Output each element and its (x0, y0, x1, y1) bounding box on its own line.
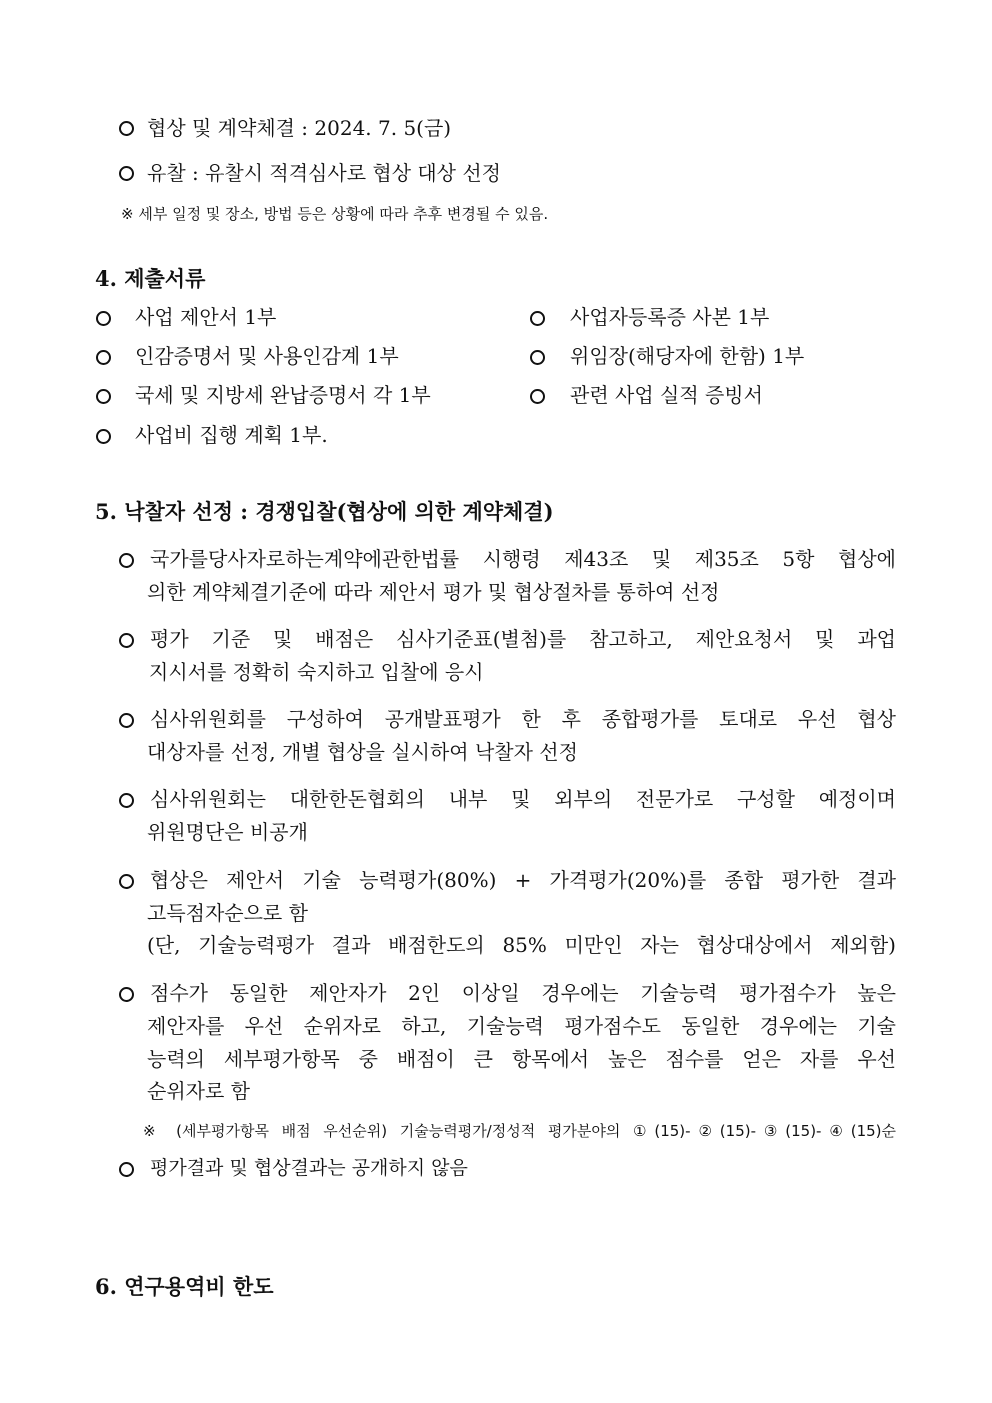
doc-item: 사업비 집행 계획 1부. (135, 423, 328, 447)
doc-item: 국세 및 지방세 완납증명서 각 1부 (135, 383, 431, 407)
criteria-line: 평가 기준 및 배점은 심사기준표(별첨)를 참고하고, 제안요청서 및 과업 (150, 627, 896, 651)
bullet-icon (530, 389, 545, 404)
bullet-icon (96, 311, 111, 326)
schedule-note: ※ 세부 일정 및 장소, 방법 등은 상황에 따라 추후 변경될 수 있음. (121, 205, 549, 223)
bullet-icon (119, 633, 134, 648)
bullet-icon (96, 350, 111, 365)
section6-title: 6. 연구용역비 한도 (95, 1274, 274, 1299)
doc-item: 인감증명서 및 사용인감계 1부 (135, 344, 399, 368)
criteria-line: 위원명단은 비공개 (147, 820, 308, 844)
bullet-icon (119, 166, 134, 181)
criteria-line: 지시서를 정확히 숙지하고 입찰에 응시 (149, 660, 484, 684)
bullet-icon (119, 713, 134, 728)
criteria-line: 국가를당사자로하는계약에관한법률 시행령 제43조 및 제35조 5항 협상에 (150, 547, 896, 571)
section4-title: 4. 제출서류 (95, 266, 206, 291)
doc-item: 사업 제안서 1부 (135, 305, 277, 329)
bullet-icon (530, 350, 545, 365)
negotiation-line: 협상 및 계약체결 : 2024. 7. 5(금) (147, 116, 452, 140)
bullet-icon (119, 553, 134, 568)
criteria-line: 점수가 동일한 제안자가 2인 이상일 경우에는 기술능력 평가점수가 높은 (150, 981, 896, 1005)
bullet-icon (119, 793, 134, 808)
bullet-icon (119, 874, 134, 889)
criteria-line: 능력의 세부평가항목 중 배점이 큰 항목에서 높은 점수를 얻은 자를 우선 (147, 1047, 896, 1071)
bullet-icon (96, 429, 111, 444)
criteria-line: 순위자로 함 (147, 1079, 250, 1103)
bullet-icon (119, 121, 134, 136)
criteria-line: (단, 기술능력평가 결과 배점한도의 85% 미만인 자는 협상대상에서 제외함) (147, 933, 896, 957)
section5-title: 5. 낙찰자 선정 : 경쟁입찰(협상에 의한 계약체결) (95, 499, 554, 524)
criteria-line: 심사위원회는 대한한돈협회의 내부 및 외부의 전문가로 구성할 예정이며 (150, 787, 896, 811)
failed-bid-line: 유찰 : 유찰시 적격심사로 협상 대상 선정 (147, 161, 502, 185)
bullet-icon (96, 389, 111, 404)
criteria-line: 평가결과 및 협상결과는 공개하지 않음 (150, 1157, 468, 1179)
priority-note: ※ (세부평가항목 배점 우선순위) 기술능력평가/정성적 평가분야의 ①(15)-②(15)-③(15)-④(15)순 (143, 1122, 896, 1140)
bullet-icon (119, 987, 134, 1002)
criteria-line: 의한 계약체결기준에 따라 제안서 평가 및 협상절차를 통하여 선정 (147, 580, 720, 604)
criteria-line: 심사위원회를 구성하여 공개발표평가 한 후 종합평가를 토대로 우선 협상 (150, 707, 896, 731)
doc-item: 관련 사업 실적 증빙서 (570, 383, 763, 407)
criteria-line: 고득점자순으로 함 (147, 901, 308, 925)
criteria-line: 대상자를 선정, 개별 협상을 실시하여 낙찰자 선정 (147, 740, 578, 764)
criteria-line: 제안자를 우선 순위자로 하고, 기술능력 평가점수도 동일한 경우에는 기술 (147, 1014, 896, 1038)
bullet-icon (119, 1162, 134, 1177)
criteria-line: 협상은 제안서 기술 능력평가(80%) + 가격평가(20%)를 종합 평가한 결과 (150, 868, 896, 892)
doc-item: 사업자등록증 사본 1부 (570, 305, 770, 329)
doc-item: 위임장(해당자에 한함) 1부 (570, 344, 805, 368)
bullet-icon (530, 311, 545, 326)
